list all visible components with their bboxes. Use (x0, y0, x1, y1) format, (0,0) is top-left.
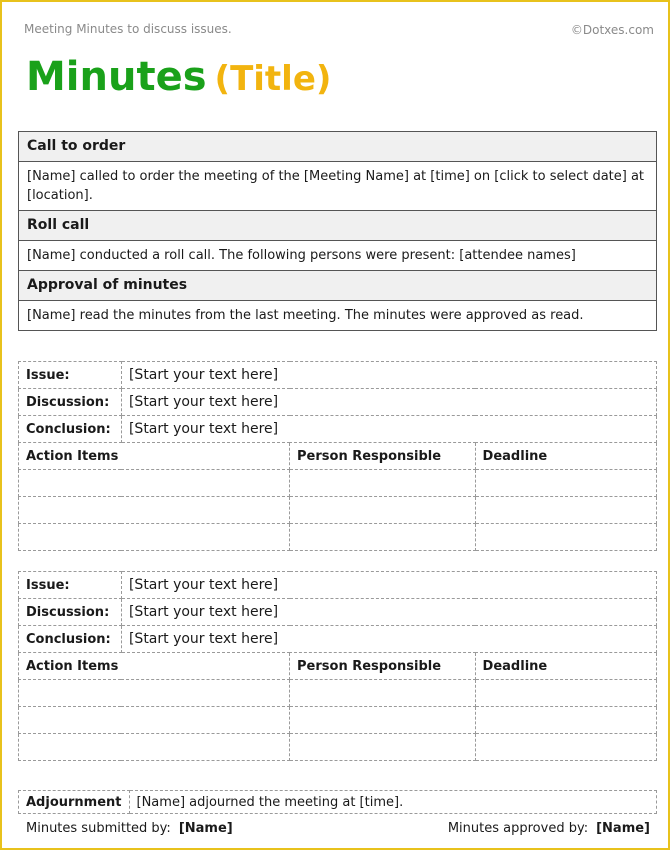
adjournment-table (18, 790, 657, 814)
page-title (26, 54, 331, 100)
action-item-cell[interactable] (19, 707, 290, 734)
action-items-header: Action Items (19, 653, 290, 680)
title-placeholder[interactable]: (Title) (214, 59, 332, 99)
deadline-cell[interactable] (475, 497, 656, 524)
issue-block-1 (18, 361, 657, 551)
call-to-order-text[interactable]: [Name] called to order the meeting of the [Meeting Name] at [time] on [click to select date] at [location]. (19, 162, 657, 211)
conclusion-label: Conclusion: (19, 416, 122, 443)
conclusion-label: Conclusion: (19, 626, 122, 653)
action-item-cell[interactable] (19, 734, 290, 761)
discussion-label: Discussion: (19, 599, 122, 626)
deadline-cell[interactable] (475, 707, 656, 734)
action-row (19, 734, 657, 761)
person-responsible-header: Person Responsible (290, 443, 476, 470)
action-item-cell[interactable] (19, 524, 290, 551)
roll-call-heading: Roll call (19, 211, 657, 241)
title-text: Minutes (26, 54, 207, 100)
issue-field[interactable]: [Start your text here] (121, 362, 656, 389)
deadline-cell[interactable] (475, 680, 656, 707)
deadline-header: Deadline (475, 443, 656, 470)
approved-by-name[interactable]: [Name] (596, 821, 650, 836)
person-responsible-cell[interactable] (290, 707, 476, 734)
person-responsible-header: Person Responsible (290, 653, 476, 680)
action-item-cell[interactable] (19, 680, 290, 707)
call-to-order-heading: Call to order (19, 132, 657, 162)
submitted-by (26, 821, 233, 836)
action-item-cell[interactable] (19, 470, 290, 497)
submitted-by-label: Minutes submitted by: (26, 821, 171, 836)
adjournment-label: Adjournment (19, 791, 130, 814)
person-responsible-cell[interactable] (290, 470, 476, 497)
discussion-label: Discussion: (19, 389, 122, 416)
action-row (19, 707, 657, 734)
roll-call-text[interactable]: [Name] conducted a roll call. The following persons were present: [attendee names] (19, 241, 657, 271)
action-items-header: Action Items (19, 443, 290, 470)
conclusion-field[interactable]: [Start your text here] (121, 416, 656, 443)
approval-heading: Approval of minutes (19, 271, 657, 301)
person-responsible-cell[interactable] (290, 734, 476, 761)
discussion-field[interactable]: [Start your text here] (121, 389, 656, 416)
action-row (19, 680, 657, 707)
submitted-by-name[interactable]: [Name] (178, 821, 233, 836)
person-responsible-cell[interactable] (290, 680, 476, 707)
brand-mark: ©Dotxes.com (570, 23, 654, 37)
document-subtitle: Meeting Minutes to discuss issues. (24, 22, 232, 36)
person-responsible-cell[interactable] (290, 524, 476, 551)
call-to-order-table (18, 131, 657, 331)
action-row (19, 524, 657, 551)
issue-label: Issue: (19, 362, 122, 389)
issue-label: Issue: (19, 572, 122, 599)
deadline-header: Deadline (475, 653, 656, 680)
deadline-cell[interactable] (475, 734, 656, 761)
person-responsible-cell[interactable] (290, 497, 476, 524)
action-row (19, 497, 657, 524)
conclusion-field[interactable]: [Start your text here] (121, 626, 656, 653)
issue-block-2 (18, 571, 657, 761)
approved-by (448, 821, 650, 836)
adjournment-text[interactable]: [Name] adjourned the meeting at [time]. (129, 791, 656, 814)
action-row (19, 470, 657, 497)
approved-by-label: Minutes approved by: (447, 821, 589, 836)
deadline-cell[interactable] (475, 470, 656, 497)
approval-text[interactable]: [Name] read the minutes from the last meeting. The minutes were approved as read. (19, 301, 657, 331)
action-item-cell[interactable] (19, 497, 290, 524)
deadline-cell[interactable] (475, 524, 656, 551)
issue-field[interactable]: [Start your text here] (121, 572, 656, 599)
discussion-field[interactable]: [Start your text here] (121, 599, 656, 626)
